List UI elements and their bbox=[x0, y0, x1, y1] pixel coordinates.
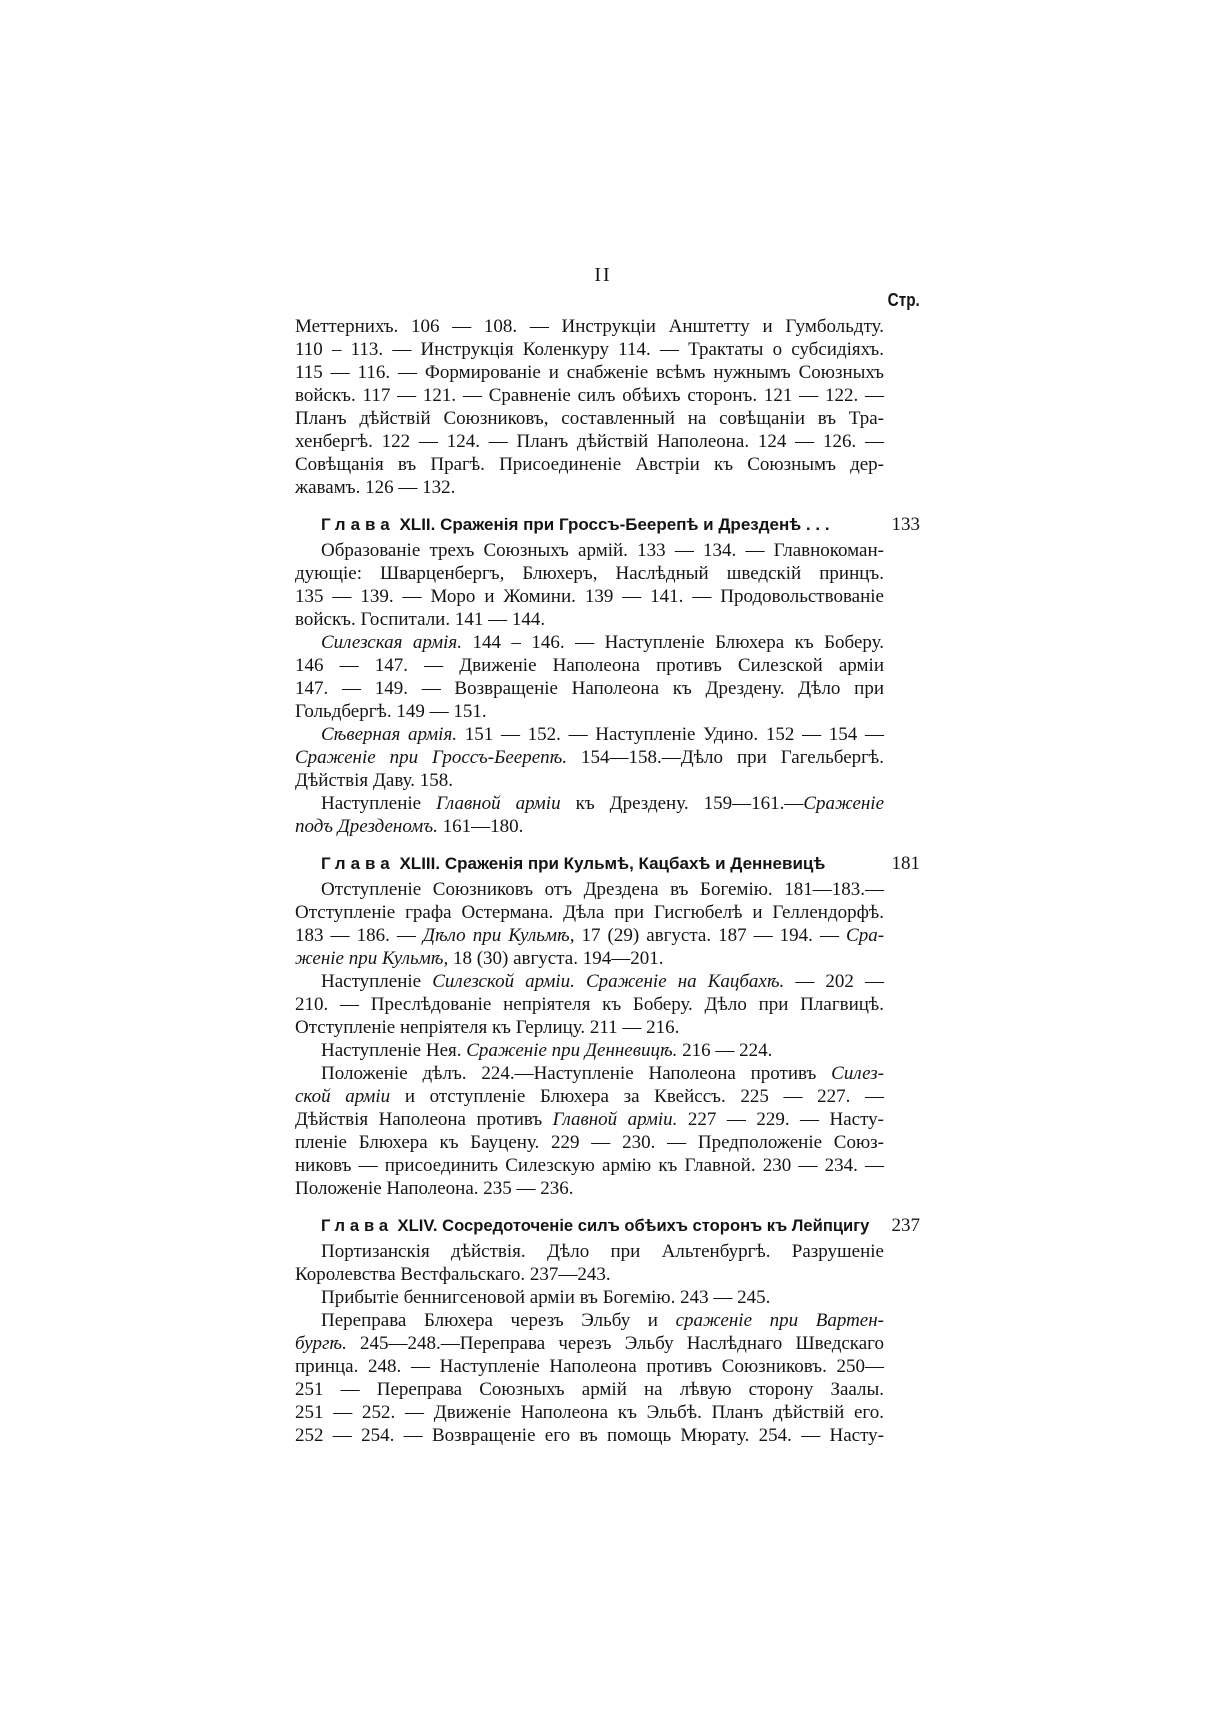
toc-line bbox=[295, 1062, 884, 1085]
chapter-number: XLII. bbox=[399, 515, 436, 534]
toc-text: Королевства Вестфальскаго. 237—243. bbox=[295, 1264, 611, 1285]
toc-text: Наступленіе bbox=[321, 793, 437, 814]
toc-text: и отступленіе Блюхера за Квейссъ. 225 — 227. — bbox=[390, 1086, 884, 1107]
toc-line bbox=[295, 947, 884, 970]
toc-line bbox=[295, 384, 884, 407]
toc-line bbox=[295, 1424, 884, 1447]
toc-text: Отступленіе непріятеля къ Герлицу. 211 — 216. bbox=[295, 1017, 680, 1038]
toc-line bbox=[295, 608, 884, 631]
toc-text-italic: Сраженіе при Денневицѣ. bbox=[466, 1040, 678, 1061]
toc-line bbox=[295, 1378, 884, 1401]
toc-text-italic: Дѣло при Кульмѣ, bbox=[422, 925, 575, 946]
toc-line bbox=[295, 1332, 884, 1355]
toc-text: Отступленіе графа Остермана. Дѣла при Гисгюбелѣ и Геллендорфѣ. bbox=[295, 902, 884, 923]
toc-line bbox=[295, 1039, 884, 1062]
toc-text: 151 — 152. — Наступленіе Удино. 152 — 154 — bbox=[457, 724, 884, 745]
toc-paragraph bbox=[295, 1309, 884, 1447]
toc-text: принца. 248. — Наступленіе Наполеона противъ Союзниковъ. 250— bbox=[295, 1356, 884, 1377]
toc-line bbox=[295, 1401, 884, 1424]
toc-text-italic: ской арміи bbox=[295, 1086, 391, 1107]
toc-text: Образованіе трехъ Союзныхъ армій. 133 — 134. — Главнокоман- bbox=[321, 540, 884, 561]
toc-text: жавамъ. 126 — 132. bbox=[295, 477, 456, 498]
toc-text: никовъ — присоединить Силезскую армію къ Главной. 230 — 234. — bbox=[295, 1155, 884, 1176]
toc-text-italic: Силезской арміи. Сраженіе на Кацбахѣ. bbox=[432, 971, 785, 992]
toc-paragraph bbox=[295, 1240, 884, 1286]
toc-text: 251 — 252. — Движеніе Наполеона къ Эльбѣ. Планъ дѣйствій его. bbox=[295, 1402, 884, 1423]
toc-line bbox=[295, 792, 884, 815]
toc-text-italic: Главной арміи. bbox=[552, 1109, 678, 1130]
toc-text: 154—158.—Дѣло при Гагельбергѣ. bbox=[567, 747, 884, 768]
toc-text: Портизанскія дѣйствія. Дѣло при Альтенбургѣ. Разрушеніе bbox=[321, 1241, 884, 1262]
toc-section bbox=[295, 851, 920, 1200]
toc-text-italic: Сраженіе при Гроссъ-Беерепѣ. bbox=[295, 747, 568, 768]
page-number: II bbox=[594, 264, 612, 286]
chapter-word: Глава bbox=[321, 854, 395, 873]
toc-text-italic: Силезская армія. bbox=[321, 632, 462, 653]
toc-paragraph bbox=[295, 878, 884, 970]
toc-line bbox=[295, 430, 884, 453]
chapter-heading-text bbox=[321, 1213, 874, 1239]
toc-line bbox=[295, 654, 884, 677]
toc-text: Прибытіе беннигсеновой арміи въ Богемію. 243 — 245. bbox=[321, 1287, 771, 1308]
toc-paragraph bbox=[295, 1062, 884, 1200]
toc-text-italic: подъ Дрезденомъ. bbox=[295, 816, 438, 837]
toc-text: Отступленіе Союзниковъ отъ Дрездена въ Богемію. 181—183.— bbox=[321, 879, 884, 900]
page-column-label: Стр. bbox=[887, 290, 920, 310]
toc-text: Наступленіе Нея. bbox=[321, 1040, 467, 1061]
toc-line bbox=[295, 723, 884, 746]
toc-text: войскъ. Госпитали. 141 — 144. bbox=[295, 609, 546, 630]
toc-text: 147. — 149. — Возвращеніе Наполеона къ Дрездену. Дѣло при bbox=[295, 678, 884, 699]
toc-line bbox=[295, 1355, 884, 1378]
toc-line bbox=[295, 476, 884, 499]
toc-line bbox=[295, 1286, 884, 1309]
toc-text: Переправа Блюхера черезъ Эльбу и bbox=[321, 1310, 676, 1331]
toc-text: 227 — 229. — Насту- bbox=[677, 1109, 884, 1130]
toc-text: 245—248.—Переправа черезъ Эльбу Наслѣднаго Шведскаго bbox=[346, 1333, 884, 1354]
toc-text: 18 (30) августа. 194—201. bbox=[448, 948, 664, 969]
toc-line bbox=[295, 1108, 884, 1131]
toc-text: 146 — 147. — Движеніе Наполеона противъ Силезской арміи bbox=[295, 655, 884, 676]
toc-text: дующіе: Шварценбергъ, Блюхеръ, Наслѣдный шведскій принцъ. bbox=[295, 563, 884, 584]
toc-line bbox=[295, 453, 884, 476]
toc-text: Планъ дѣйствій Союзниковъ, составленный на совѣщаніи въ Тра- bbox=[295, 408, 884, 429]
toc-line bbox=[295, 315, 884, 338]
toc-text-italic: женіе при Кульмѣ, bbox=[295, 948, 449, 969]
toc-paragraph bbox=[295, 1039, 884, 1062]
toc-text-italic: Главной арміи bbox=[436, 793, 561, 814]
chapter-heading-text bbox=[321, 512, 830, 538]
toc-paragraph bbox=[295, 539, 884, 631]
chapter-heading-text bbox=[321, 851, 830, 877]
toc-line bbox=[295, 746, 884, 769]
toc-line bbox=[295, 700, 884, 723]
toc-text: хенбергѣ. 122 — 124. — Планъ дѣйствій Наполеона. 124 — 126. — bbox=[295, 431, 884, 452]
toc-line bbox=[295, 769, 884, 792]
toc-paragraph bbox=[295, 723, 884, 792]
toc-line bbox=[295, 901, 884, 924]
toc-text: Дѣйствія Наполеона противъ bbox=[295, 1109, 553, 1130]
toc-text: Меттернихъ. 106 — 108. — Инструкціи Анштетту и Гумбольдту. bbox=[295, 316, 884, 337]
toc-paragraph bbox=[295, 792, 884, 838]
toc-line bbox=[295, 1240, 884, 1263]
toc-text: къ Дрездену. 159—161.— bbox=[560, 793, 804, 814]
chapter-number: XLIII. bbox=[399, 854, 441, 873]
toc-text-italic: сраженіе при Вартен- bbox=[675, 1310, 884, 1331]
toc-text: 135 — 139. — Моро и Жомини. 139 — 141. — Продовольствованіе bbox=[295, 586, 884, 607]
toc-text: 144 – 146. — Наступленіе Блюхера къ Боберу. bbox=[461, 632, 884, 653]
toc-text: 115 — 116. — Формированіе и снабженіе всѣмъ нужнымъ Союзныхъ bbox=[295, 362, 884, 383]
chapter-word: Глава bbox=[321, 515, 395, 534]
toc-text: 183 — 186. — bbox=[295, 925, 423, 946]
toc-line bbox=[295, 1154, 884, 1177]
table-of-contents bbox=[295, 315, 920, 1447]
toc-paragraph bbox=[295, 970, 884, 1039]
toc-line bbox=[295, 924, 884, 947]
chapter-title: Сраженія при Гроссъ-Беерепѣ и Дрезденѣ bbox=[440, 515, 802, 534]
toc-line bbox=[295, 1263, 884, 1286]
toc-text: Наступленіе bbox=[321, 971, 433, 992]
toc-text: — 202 — bbox=[784, 971, 885, 992]
toc-text: Положеніе Наполеона. 235 — 236. bbox=[295, 1178, 574, 1199]
toc-paragraph bbox=[295, 315, 884, 499]
toc-text-italic: Сѣверная армія. bbox=[321, 724, 458, 745]
chapter-number: XLIV. bbox=[397, 1216, 438, 1235]
toc-line bbox=[295, 1085, 884, 1108]
chapter-heading bbox=[295, 512, 920, 538]
toc-line bbox=[295, 878, 884, 901]
toc-text: Дѣйствія Даву. 158. bbox=[295, 770, 453, 791]
toc-section bbox=[295, 315, 884, 499]
toc-line bbox=[295, 993, 884, 1016]
toc-text: 17 (29) августа. 187 — 194. — bbox=[574, 925, 847, 946]
toc-text: 210. — Преслѣдованіе непріятеля къ Боберу. Дѣло при Плагвицѣ. bbox=[295, 994, 884, 1015]
toc-text-italic: Сраженіе bbox=[803, 793, 885, 814]
toc-text: 161—180. bbox=[437, 816, 524, 837]
toc-text: Положеніе дѣлъ. 224.—Наступленіе Наполеона противъ bbox=[321, 1063, 832, 1084]
toc-text: 252 — 254. — Возвращеніе его въ помощь Мюрату. 254. — Насту- bbox=[295, 1425, 884, 1446]
toc-text: 216 — 224. bbox=[677, 1040, 773, 1061]
dot-leader: . . . bbox=[805, 515, 830, 534]
toc-text: 110 – 113. — Инструкція Коленкуру 114. — Трактаты о субсидіяхъ. bbox=[295, 339, 884, 360]
toc-line bbox=[295, 585, 884, 608]
toc-line bbox=[295, 361, 884, 384]
chapter-page-number: 181 bbox=[891, 853, 920, 874]
toc-section bbox=[295, 512, 920, 838]
toc-text: Гольдбергѣ. 149 — 151. bbox=[295, 701, 487, 722]
toc-text-italic: Силез- bbox=[831, 1063, 884, 1084]
toc-line bbox=[295, 407, 884, 430]
toc-line bbox=[295, 1131, 884, 1154]
toc-text: войскъ. 117 — 121. — Сравненіе силъ обѣихъ сторонъ. 121 — 122. — bbox=[295, 385, 884, 406]
toc-text: пленіе Блюхера къ Бауцену. 229 — 230. — Предположеніе Союз- bbox=[295, 1132, 884, 1153]
toc-line bbox=[295, 562, 884, 585]
toc-paragraph bbox=[295, 1286, 884, 1309]
chapter-word: Глава bbox=[321, 1216, 393, 1235]
chapter-title: Сраженія при Кульмѣ, Кацбахѣ и Денневицѣ bbox=[444, 854, 826, 873]
toc-line bbox=[295, 1177, 884, 1200]
toc-line bbox=[295, 1016, 884, 1039]
toc-line bbox=[295, 970, 884, 993]
toc-text: 251 — Переправа Союзныхъ армій на лѣвую сторону Заалы. bbox=[295, 1379, 884, 1400]
toc-text-italic: бургѣ. bbox=[295, 1333, 347, 1354]
chapter-page-number: 237 bbox=[891, 1215, 920, 1236]
toc-line bbox=[295, 1309, 884, 1332]
toc-line bbox=[295, 539, 884, 562]
chapter-page-number: 133 bbox=[891, 514, 920, 535]
toc-paragraph bbox=[295, 631, 884, 723]
chapter-title: Сосредоточеніе силъ обѣихъ сторонъ къ Лейпцигу bbox=[442, 1216, 870, 1235]
toc-text: Совѣщанія въ Прагѣ. Присоединеніе Австріи къ Союзнымъ дер- bbox=[295, 454, 884, 475]
chapter-heading bbox=[295, 851, 920, 877]
toc-line bbox=[295, 677, 884, 700]
toc-text-italic: Сра- bbox=[846, 925, 885, 946]
toc-line bbox=[295, 815, 884, 838]
toc-line bbox=[295, 631, 884, 654]
chapter-heading bbox=[295, 1213, 920, 1239]
toc-section bbox=[295, 1213, 920, 1447]
toc-line bbox=[295, 338, 884, 361]
